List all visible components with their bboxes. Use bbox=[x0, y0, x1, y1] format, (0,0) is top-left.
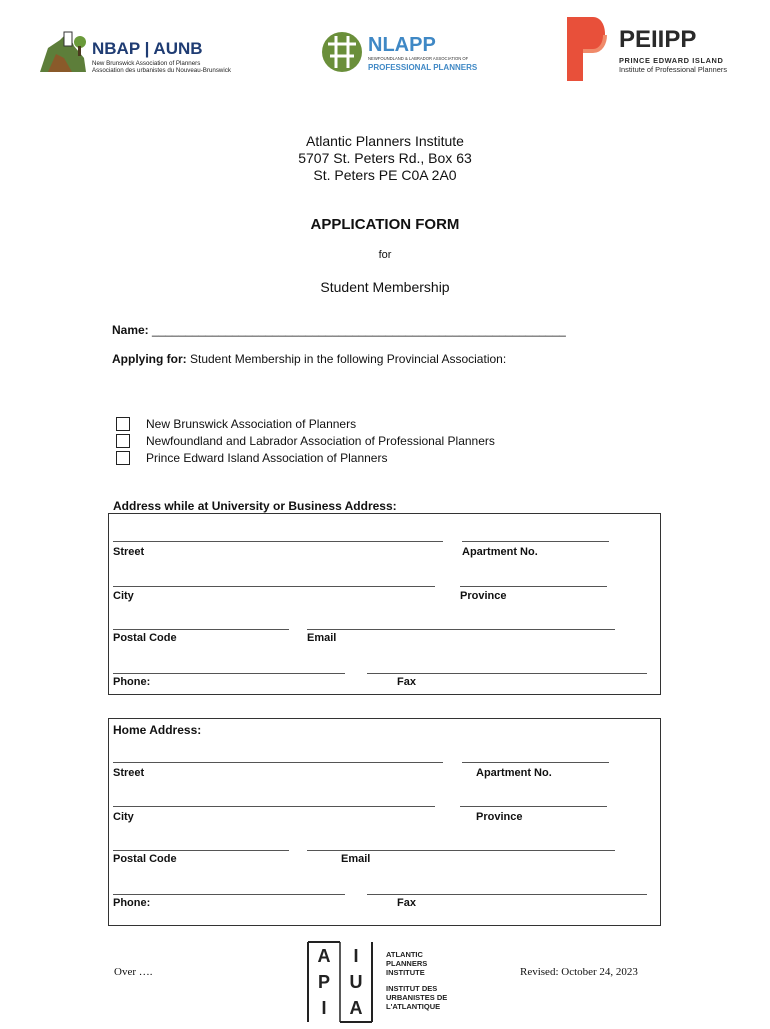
email-line[interactable] bbox=[307, 629, 615, 630]
phone-line[interactable] bbox=[113, 673, 345, 674]
home-phone-line[interactable] bbox=[113, 894, 345, 895]
home-email-line[interactable] bbox=[307, 850, 615, 851]
home-street-line[interactable] bbox=[113, 762, 443, 763]
institute-street: 5707 St. Peters Rd., Box 63 bbox=[298, 150, 472, 166]
postal-label: Postal Code bbox=[113, 632, 177, 644]
option-pei-label: Prince Edward Island Association of Planners bbox=[146, 450, 388, 465]
option-nl[interactable] bbox=[116, 432, 495, 449]
option-nb[interactable] bbox=[116, 415, 495, 432]
institute-name: Atlantic Planners Institute bbox=[306, 133, 464, 149]
nlapp-logo bbox=[320, 30, 478, 74]
nlapp-line2: PROFESSIONAL PLANNERS bbox=[368, 63, 478, 72]
home-city-line[interactable] bbox=[113, 806, 435, 807]
applying-text: Student Membership in the following Provincial Association: bbox=[190, 352, 507, 366]
street-label: Street bbox=[113, 546, 145, 558]
apartment-label: Apartment No. bbox=[462, 546, 538, 558]
api-letter-u: U bbox=[349, 972, 363, 992]
nlapp-name: NLAPP bbox=[368, 34, 436, 56]
home-province-line[interactable] bbox=[460, 806, 607, 807]
applying-for bbox=[112, 352, 506, 366]
api-fr-1: INSTITUT DES bbox=[386, 984, 438, 993]
home-apartment-label: Apartment No. bbox=[476, 767, 552, 779]
nbap-line2: Association des urbanistes du Nouveau-Brunswick bbox=[92, 67, 231, 74]
home-province-label: Province bbox=[476, 811, 523, 823]
email-label: Email bbox=[307, 632, 337, 644]
api-fr-3: L'ATLANTIQUE bbox=[386, 1002, 441, 1011]
apartment-line[interactable] bbox=[462, 541, 609, 542]
business-address-heading: Address while at University or Business Address: bbox=[113, 499, 397, 513]
api-letter-a: A bbox=[317, 946, 331, 966]
home-postal-line[interactable] bbox=[113, 850, 289, 851]
api-logo bbox=[304, 940, 464, 1024]
api-letter-i: I bbox=[353, 946, 359, 966]
peiipp-line2: Institute of Professional Planners bbox=[619, 65, 728, 74]
city-label: City bbox=[113, 590, 134, 602]
over-note: Over …. bbox=[114, 966, 153, 978]
checkbox-pei[interactable] bbox=[116, 451, 130, 465]
revised-date: Revised: October 24, 2023 bbox=[520, 966, 638, 978]
checkbox-nb[interactable] bbox=[116, 417, 130, 431]
nbap-name: NBAP | AUNB bbox=[92, 39, 203, 58]
name-label: Name: bbox=[112, 323, 149, 337]
peiipp-line1: PRINCE EDWARD ISLAND bbox=[619, 56, 724, 65]
api-en-1: ATLANTIC bbox=[386, 950, 423, 959]
api-emblem-icon bbox=[304, 940, 464, 1024]
peiipp-emblem-icon bbox=[565, 17, 745, 83]
option-nl-label: Newfoundland and Labrador Association of Professional Planners bbox=[146, 433, 495, 448]
fax-line[interactable] bbox=[367, 673, 647, 674]
nbap-line1: New Brunswick Association of Planners bbox=[92, 60, 201, 67]
option-nb-label: New Brunswick Association of Planners bbox=[146, 416, 357, 431]
association-options bbox=[116, 415, 495, 466]
api-letter-p: P bbox=[317, 972, 331, 992]
form-title: APPLICATION FORM bbox=[310, 216, 460, 233]
api-letter-i2: I bbox=[321, 998, 327, 1018]
home-fax-label: Fax bbox=[397, 897, 416, 909]
home-city-label: City bbox=[113, 811, 134, 823]
name-field[interactable] bbox=[112, 323, 566, 337]
form-for: for bbox=[378, 249, 392, 261]
province-line[interactable] bbox=[460, 586, 607, 587]
nlapp-emblem-icon bbox=[320, 30, 478, 74]
postal-line[interactable] bbox=[113, 629, 289, 630]
home-street-label: Street bbox=[113, 767, 145, 779]
phone-label: Phone: bbox=[113, 676, 151, 688]
street-line[interactable] bbox=[113, 541, 443, 542]
api-en-2: PLANNERS bbox=[386, 959, 428, 968]
home-phone-label: Phone: bbox=[113, 897, 151, 909]
peiipp-logo bbox=[565, 17, 745, 83]
home-apartment-line[interactable] bbox=[462, 762, 609, 763]
checkbox-nl[interactable] bbox=[116, 434, 130, 448]
province-label: Province bbox=[460, 590, 507, 602]
home-fax-line[interactable] bbox=[367, 894, 647, 895]
home-address-heading: Home Address: bbox=[113, 723, 202, 737]
home-address-box bbox=[108, 718, 661, 926]
city-line[interactable] bbox=[113, 586, 435, 587]
business-address-box bbox=[108, 513, 661, 695]
institute-city: St. Peters PE C0A 2A0 bbox=[313, 167, 457, 183]
home-postal-label: Postal Code bbox=[113, 853, 177, 865]
peiipp-name: PEIIPP bbox=[619, 26, 697, 53]
api-fr-2: URBANISTES DE bbox=[386, 993, 448, 1002]
institute-address bbox=[0, 133, 770, 184]
api-en-3: INSTITUTE bbox=[386, 968, 425, 977]
form-subtitle: Student Membership bbox=[320, 279, 450, 295]
option-pei[interactable] bbox=[116, 449, 495, 466]
nlapp-line1: NEWFOUNDLAND & LABRADOR ASSOCIATION OF bbox=[368, 56, 469, 61]
name-blank[interactable]: ______________________________________________________________ bbox=[152, 323, 566, 337]
applying-label: Applying for: bbox=[112, 352, 187, 366]
home-email-label: Email bbox=[341, 853, 371, 865]
api-letter-a2: A bbox=[349, 998, 363, 1018]
nbap-emblem-icon bbox=[38, 28, 238, 76]
nbap-logo bbox=[38, 28, 238, 76]
fax-label: Fax bbox=[397, 676, 416, 688]
